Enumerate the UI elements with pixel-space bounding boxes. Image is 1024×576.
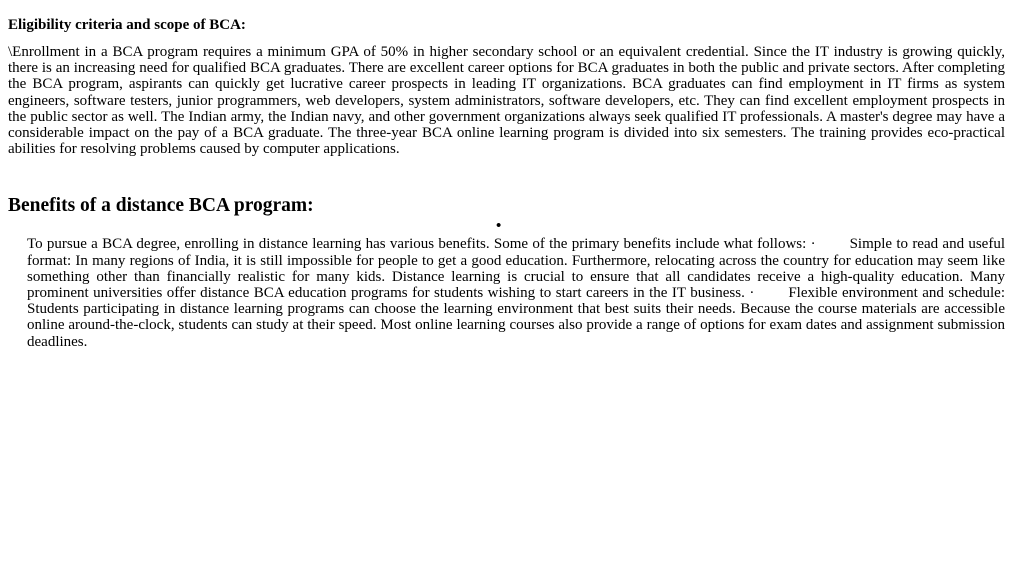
benefits-list-item: [8, 220, 1005, 349]
eligibility-heading: Eligibility criteria and scope of BCA:: [8, 17, 246, 33]
bullet-marker: •: [496, 218, 502, 235]
benefits-list: [8, 220, 1005, 349]
benefit-point-flexible-schedule: Flexible environment and schedule: Students participating in distance learning programs can choose the learning environment that best suits their needs. Because the course materials are accessible online around-the-clock, students can study at their speed. Most online learning courses also provide a range of options for exam dates and assignment submission deadlines.: [27, 285, 1005, 350]
eligibility-paragraph: \Enrollment in a BCA program requires a minimum GPA of 50% in higher secondary school or an equivalent credential. Since the IT industry is growing quickly, there is an increasing need for qualified BCA graduates. There are excellent career options for BCA graduates in both the public and private sectors. After completing the BCA program, aspirants can quickly get lucrative career prospects in leading IT organizations. BCA graduates can find employment in IT firms as system engineers, software testers, junior programmers, web developers, system administrators, software developers, etc. They can find excellent employment prospects in the public sector as well. The Indian army, the Indian navy, and other government organizations always seek qualified IT professionals. A master's degree may have a considerable impact on the pay of a BCA graduate. The three-year BCA online learning program is divided into six semesters. The training provides eco-practical abilities for resolving problems caused by computer applications.: [8, 44, 1005, 158]
benefits-heading: Benefits of a distance BCA program:: [8, 195, 314, 217]
benefits-intro-text: To pursue a BCA degree, enrolling in distance learning has various benefits. Some of the primary benefits include what follows: ·: [27, 236, 816, 253]
benefit-point-simple-format: Simple to read and useful format: In many regions of India, it is still impossible for people to get a good education. Furthermore, relocating across the country for education may seem like something other than financially realistic for many kids. Distance learning is crucial to ensure that all candidates receive a high-quality education. Many prominent universities offer distance BCA education programs for students wishing to start careers in the IT business. ·: [27, 236, 1006, 302]
document-page: [8, 0, 1005, 350]
